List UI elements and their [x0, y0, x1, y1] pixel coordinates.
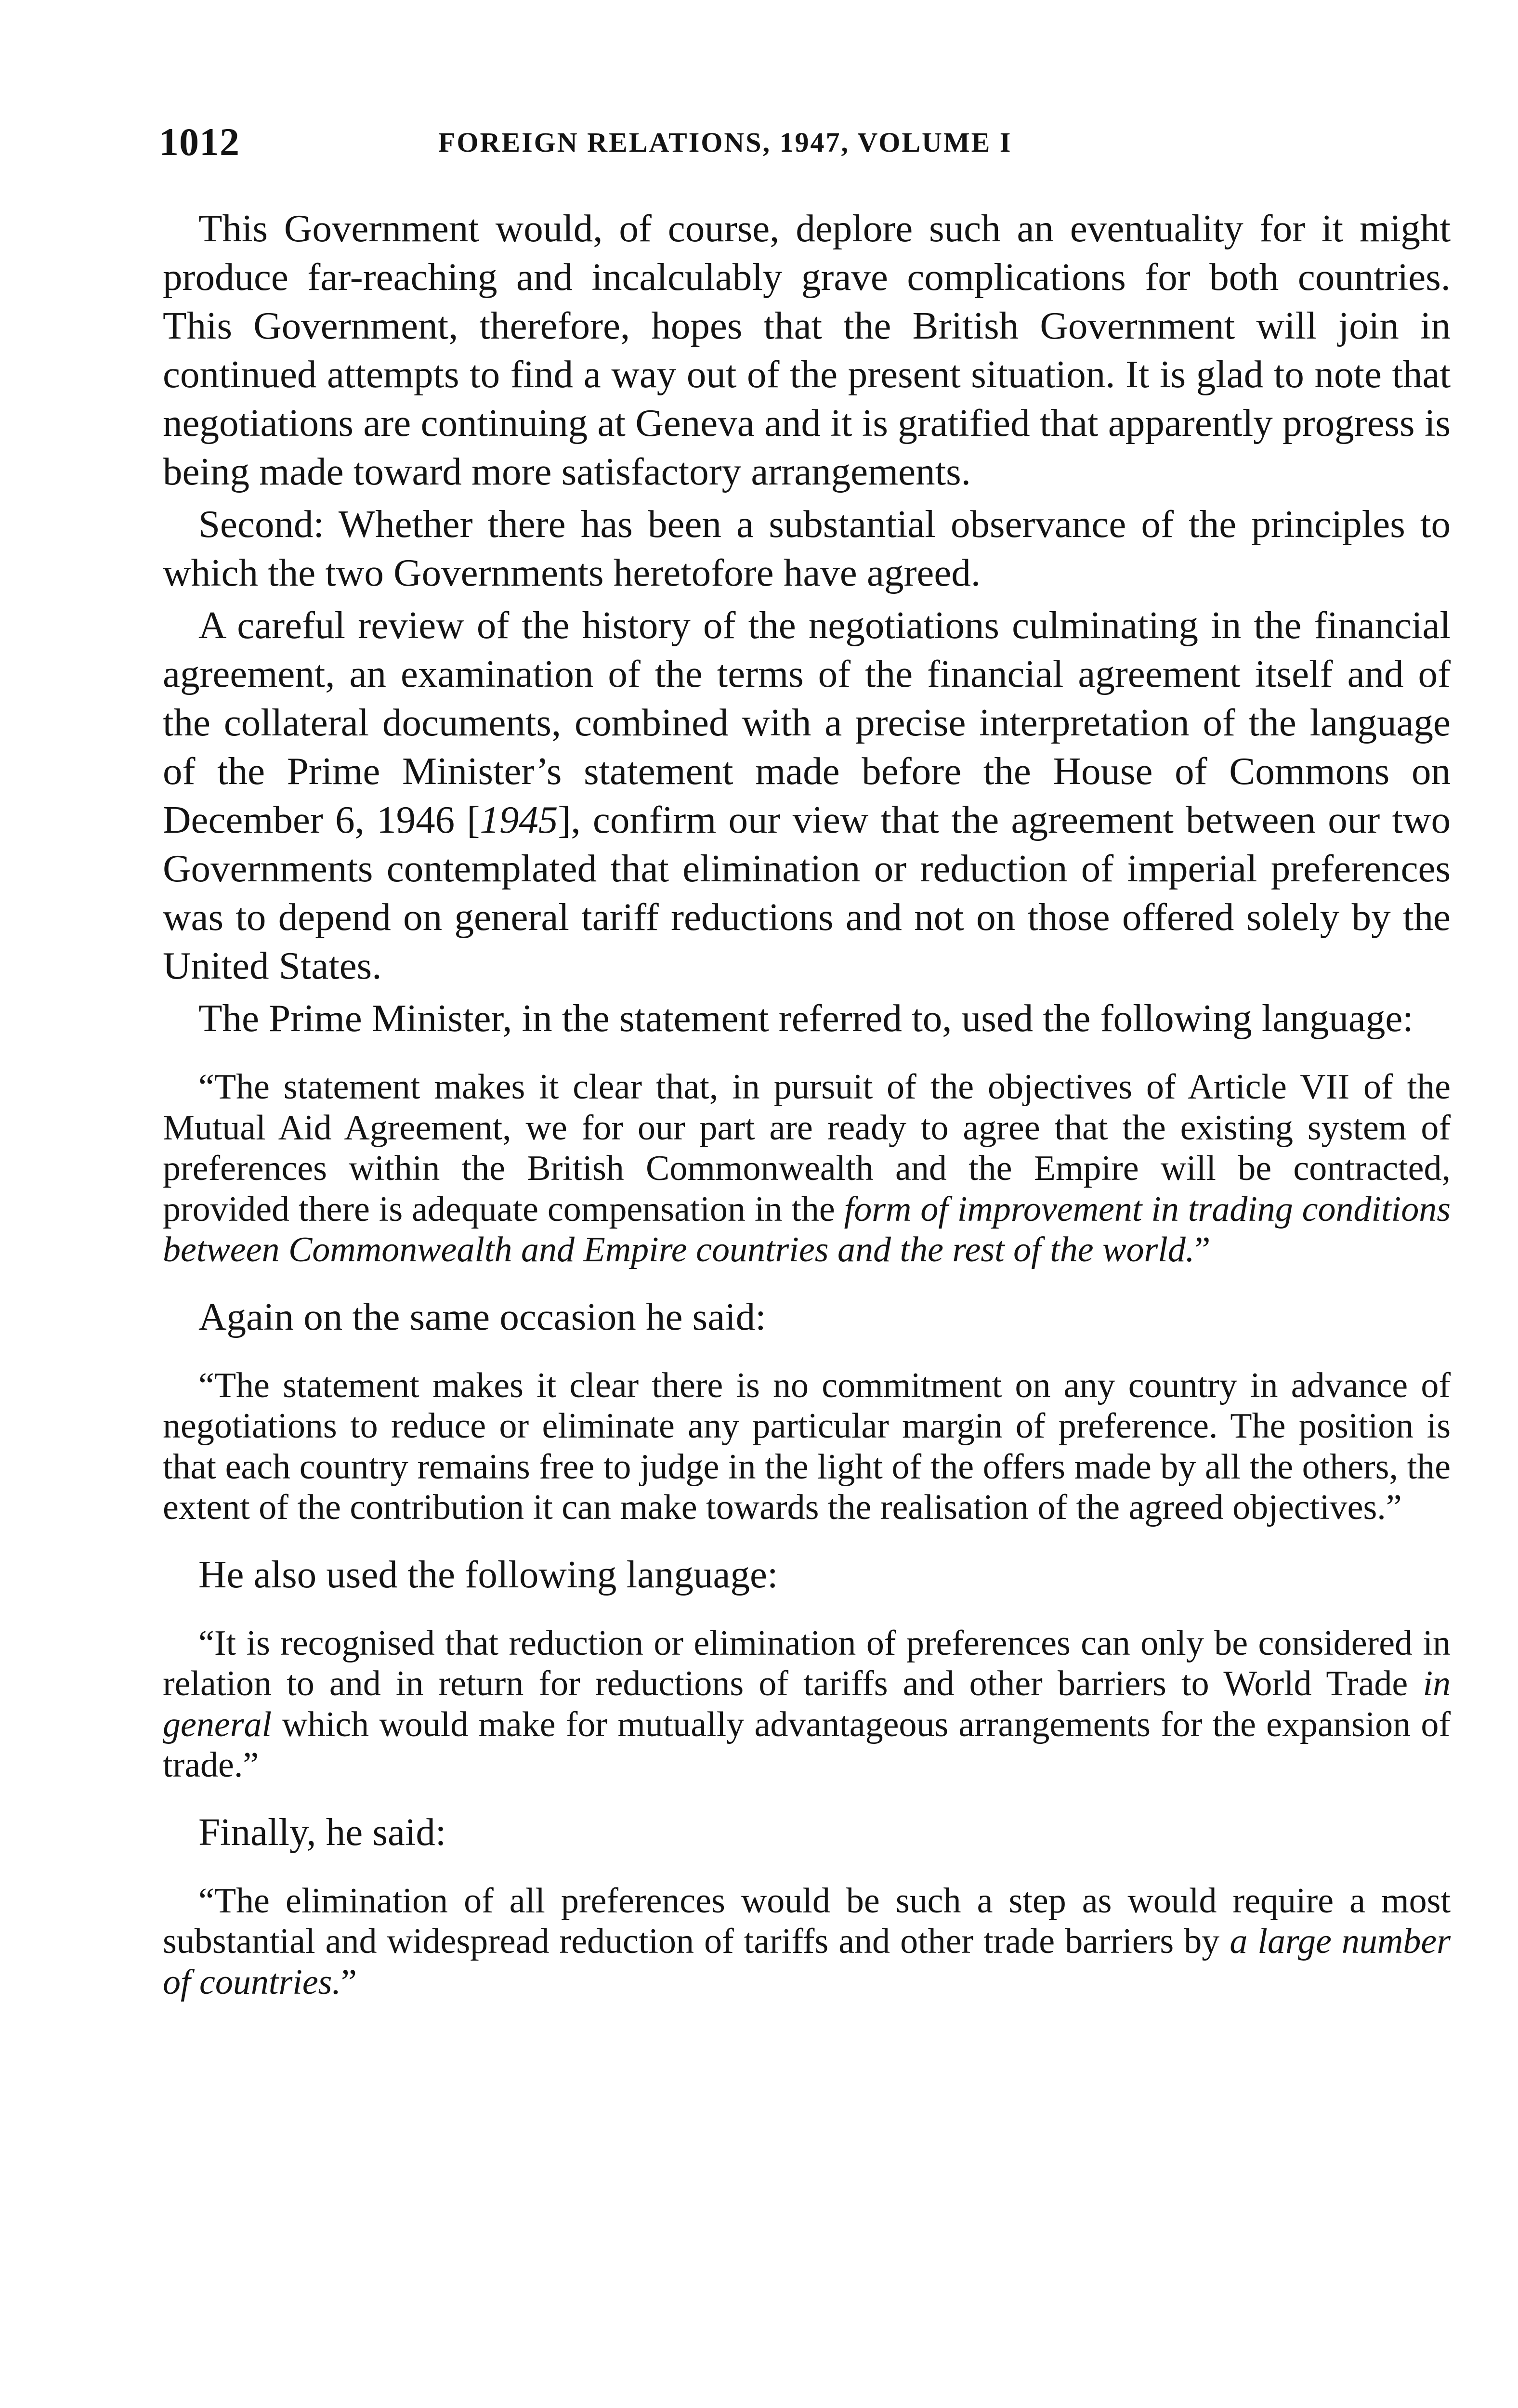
quote-elimination	[163, 1881, 1451, 2003]
quote-elimination-close: ”	[340, 1962, 357, 2002]
running-title: FOREIGN RELATIONS, 1947, VOLUME I	[438, 127, 1012, 158]
quote-elimination-text: “The elimination of all preferences would be such a step as would require a most substantial and widespread reduction of tariffs and other trade barriers by	[163, 1881, 1451, 1961]
paragraph-second-question: Second: Whether there has been a substantial observance of the principles to which the two Governments heretofore have agreed.	[163, 502, 1451, 594]
quote-recognised-emphasis: in general	[163, 1664, 1451, 1744]
date-correction: 1945	[480, 798, 558, 841]
quote-recognised	[163, 1623, 1451, 1786]
quote-no-commitment: “The statement makes it clear there is no commitment on any country in advance of negotiations to reduce or eliminate any particular margin of preference. The position is that each country remains free to judge in the light of the offers made by all the others, the extent of the contribution it can make towards the realisation of the agreed objectives.”	[163, 1365, 1451, 1527]
paragraph-finally-said: Finally, he said:	[198, 1810, 446, 1854]
page-header	[159, 119, 1450, 172]
quote-mutual-aid-text: “The statement makes it clear that, in pursuit of the objectives of Article VII of the Mutual Aid Agreement, we for our part are ready to agree that the existing system of preferences within the British Commonwealth and the Empire will be contracted, provided there is adequate compensation in the	[163, 1067, 1451, 1229]
quote-recognised-close: which would make for mutually advantageous arrangements for the expansion of trade.”	[163, 1704, 1451, 1785]
page-number: 1012	[159, 120, 240, 164]
quote-elimination-emphasis: a large number of countries.	[163, 1922, 1451, 2002]
careful-review-text-1: A careful review of the history of the negotiations culminating in the financial agreement, an examination of the terms of the financial agreement itself and of the collateral documents, combined with a precise interpretation of the language of the Prime Minister’s statement made before the House of Commons on December 6, 1946 [	[163, 603, 1451, 841]
quote-mutual-aid-emphasis: form of improvement in trading conditions between Commonwealth and Empire countries and the rest of the world.	[163, 1189, 1451, 1269]
quote-mutual-aid	[163, 1067, 1451, 1270]
paragraph-deplore-eventuality: This Government would, of course, deplore such an eventuality for it might produce far-reaching and incalculably grave complications for both countries. This Government, therefore, hopes that the British Government will join in continued attempts to find a way out of the present situation. It is glad to note that negotiations are continuing at Geneva and it is gratified that apparently progress is being made toward more satisfactory arrangements.	[163, 207, 1451, 493]
body-text	[163, 204, 1451, 2002]
careful-review-text-2: ], confirm our view that the agreement between our two Governments contemplated that elimination or reduction of imperial preferences was to depend on general tariff reductions and not on those offered solely by the United States.	[163, 798, 1451, 987]
quote-mutual-aid-close: ”	[1194, 1230, 1211, 1269]
paragraph-again-said: Again on the same occasion he said:	[198, 1295, 766, 1338]
paragraph-also-used: He also used the following language:	[198, 1552, 778, 1596]
paragraph-careful-review	[163, 601, 1451, 990]
quote-recognised-text: “It is recognised that reduction or elimination of preferences can only be considered in relation to and in return for reductions of tariffs and other barriers to World Trade	[163, 1623, 1451, 1703]
paragraph-prime-minister-statement: The Prime Minister, in the statement referred to, used the following language:	[198, 996, 1413, 1040]
